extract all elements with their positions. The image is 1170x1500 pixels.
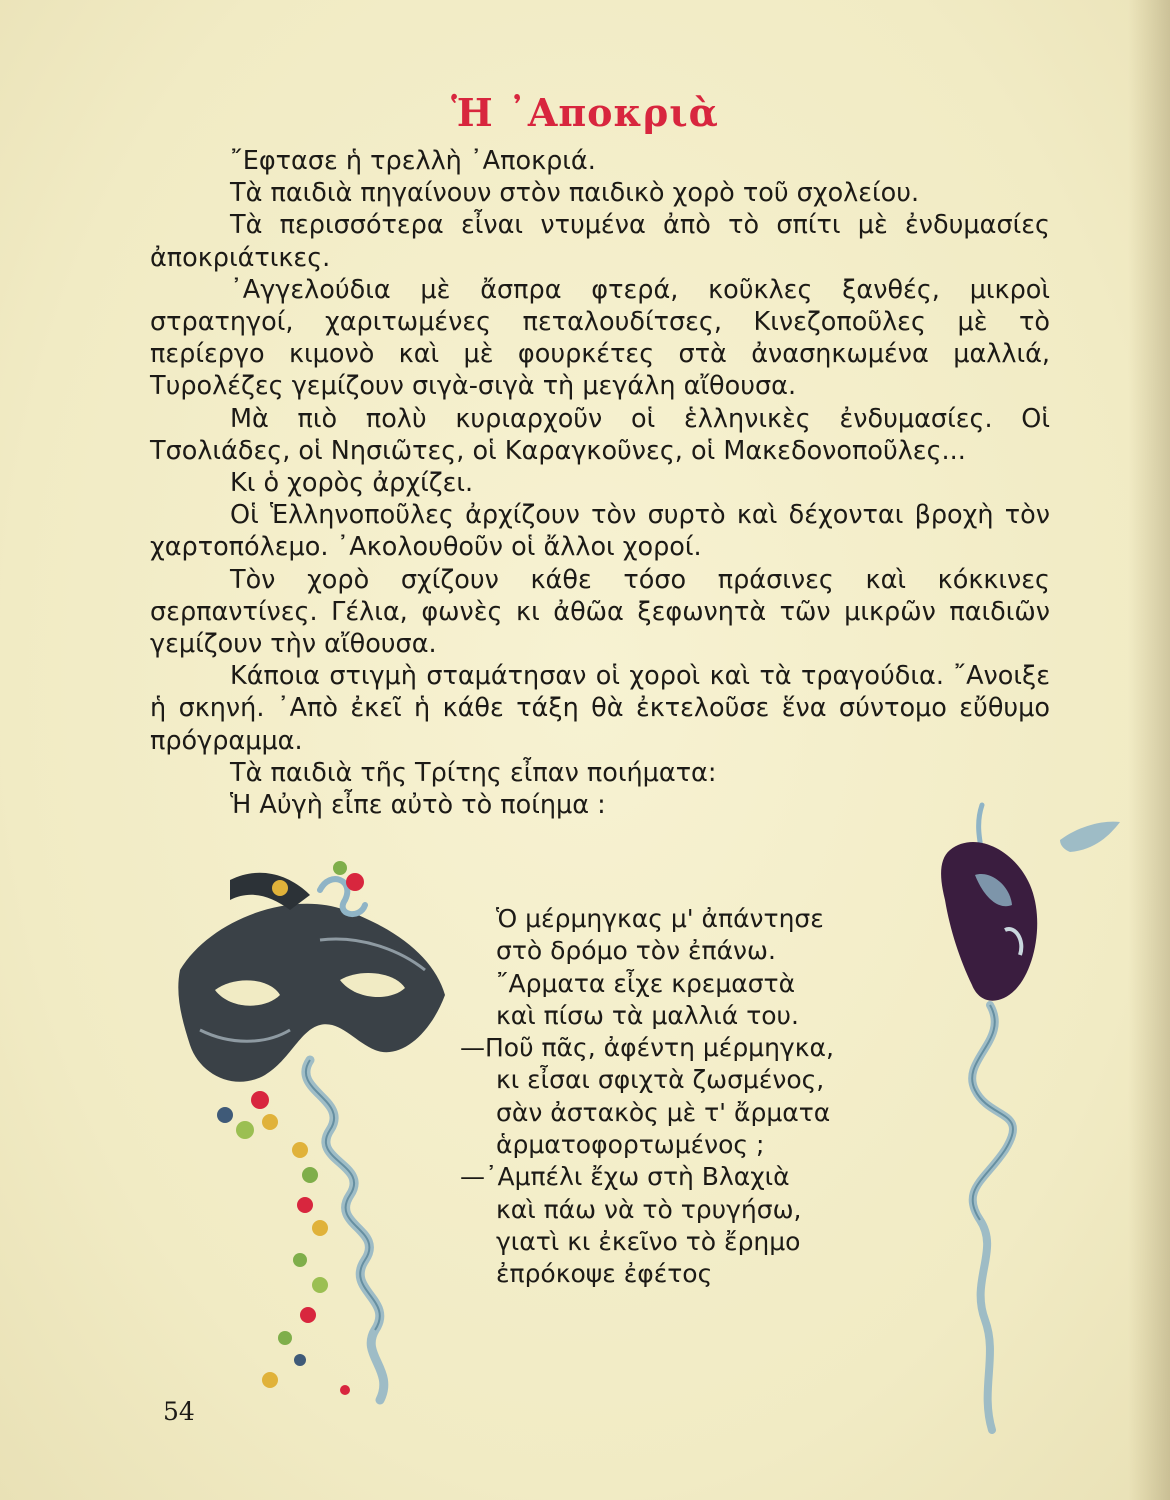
page-gutter-shadow [1128,0,1170,1500]
poem-line: —Ποῦ πᾶς, ἀφέντη μέρμηγκα, [460,1033,834,1063]
paragraph: ῎Εφτασε ἡ τρελλὴ ᾿Αποκριά. [230,146,596,176]
paragraph: Τὰ περισσότερα εἶναι ντυμένα ἀπὸ τὸ σπίτι μὲ ἐνδυμασίες ἀποκριάτικες. [150,210,1050,273]
poem-line: κι εἶσαι σφιχτὰ ζωσμένος, [496,1065,825,1095]
story-text [150,145,1050,821]
paragraph: Ἡ Αὐγὴ εἶπε αὐτὸ τὸ ποίημα : [230,790,606,821]
confetti-splash-icon [1060,822,1120,852]
poem-line: ῎Αρματα εἶχε κρεμαστὰ [496,968,796,998]
balloon-icon [941,842,1037,1001]
paragraph: ᾿Αγγελούδια μὲ ἄσπρα φτερά, κοῦκλες ξανθές, μικροὶ στρατηγοί, χαριτωμένες πεταλουδίτσες, Κινεζοποῦλες μὲ τὸ περίεργο κιμονὸ καὶ μὲ φουρκέτες στὰ ἀνασηκωμένα μαλλιά, Τυρολέζες γεμίζουν σιγὰ-σιγὰ τὴ μεγάλη αἴθουσα. [150,274,1050,402]
page-title: Ἡ ᾿Αποκριὰ [451,90,719,135]
poem-line: ἐπρόκοψε ἐφέτος [496,1259,713,1289]
balloon-streamer-illustration [920,780,1130,1470]
confetti-icon [346,873,364,891]
poem-line: γιατὶ κι ἐκεῖνο τὸ ἔρημο [496,1226,801,1256]
poem-line: ἁρματοφορτωμένος ; [496,1130,765,1160]
paragraph: Μὰ πιὸ πολὺ κυριαρχοῦν οἱ ἑλληνικὲς ἐνδυμασίες. Οἱ Τσολιάδες, οἱ Νησιῶτες, οἱ Καραγκοῦνες, οἱ Μακεδονοποῦλες... [150,403,1050,466]
poem-line: καὶ πάω νὰ τὸ τρυγήσω, [496,1194,802,1224]
poem-line: στὸ δρόμο τὸν ἐπάνω. [496,936,776,966]
paragraph: Κάποια στιγμὴ σταμάτησαν οἱ χοροὶ καὶ τὰ τραγούδια. ῎Ανοιξε ἡ σκηνή. ᾿Απὸ ἐκεῖ ἡ κάθε τάξη θὰ ἐκτελοῦσε ἕνα σύντομο εὔθυμο πρόγραμμα. [150,661,1050,756]
paragraph: Τὰ παιδιὰ τῆς Τρίτης εἶπαν ποιήματα: [230,757,717,788]
paragraph: Τὸν χορὸ σχίζουν κάθε τόσο πράσινες καὶ κόκκινες σερπαντίνες. Γέλια, φωνὲς κι ἀθῶα ξεφωνητὰ τῶν μικρῶν παιδιῶν γεμίζουν τὴν αἴθουσα. [150,564,1050,660]
carnival-mask-illustration [170,860,470,1420]
poem-line: Ὁ μέρμηγκας μ' ἀπάντησε [496,904,824,933]
poem-line: σὰν ἀστακὸς μὲ τ' ἄρματα [496,1097,831,1127]
paragraph: Οἱ Ἑλληνοποῦλες ἀρχίζουν τὸν συρτὸ καὶ δέχονται βροχὴ τὸν χαρτοπόλεμο. ᾿Ακολουθοῦν οἱ ἄλλοι χοροί. [150,500,1050,563]
paragraph: Κι ὁ χορὸς ἀρχίζει. [230,468,474,499]
poem-line: —᾿Αμπέλι ἔχω στὴ Βλαχιὰ [460,1162,790,1192]
poem [460,903,920,1291]
poem-line: καὶ πίσω τὰ μαλλιά του. [496,1000,799,1030]
page-number: 54 [163,1397,195,1426]
paragraph: Τὰ παιδιὰ πηγαίνουν στὸν παιδικὸ χορὸ τοῦ σχολείου. [230,178,920,209]
